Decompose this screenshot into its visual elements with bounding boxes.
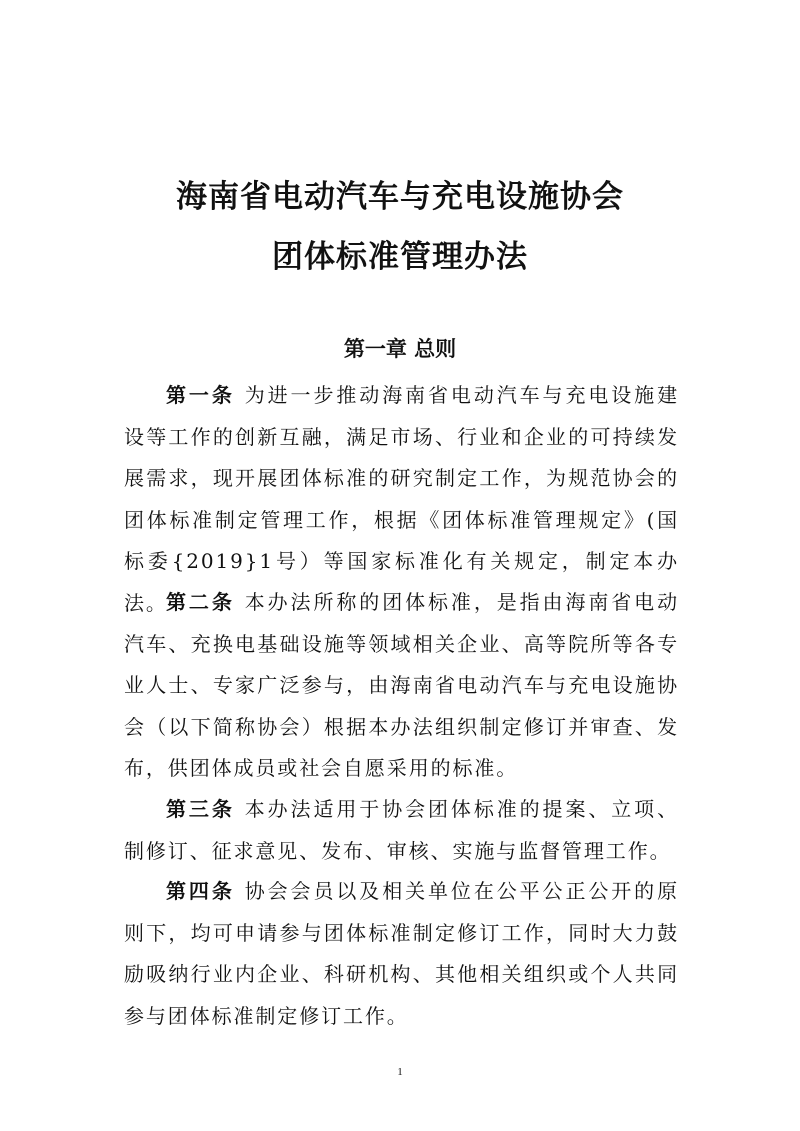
article-4-heading: 第四条 [166,879,235,903]
article-3 [124,789,679,872]
page-number: 1 [397,1066,403,1078]
chapter-heading: 第一章 总则 [343,336,457,361]
article-4-text: 协会会员以及相关单位在公平公正公开的原则下，均可申请参与团体标准制定修订工作，同时大力鼓励吸纳行业内企业、科研机构、其他相关组织或个人共同参与团体标准制定修订工作。 [124,879,679,1028]
article-2-heading: 第二条 [166,590,235,614]
article-2 [124,582,679,790]
article-2-text: 本办法所称的团体标准，是指由海南省电动汽车、充换电基础设施等领域相关企业、高等院所等各专业人士、专家广泛参与，由海南省电动汽车与充电设施协会（以下简称协会）根据本办法组织制定修订并审查、发布，供团体成员或社会自愿采用的标准。 [124,590,679,780]
article-3-text: 本办法适用于协会团体标准的提案、立项、制修订、征求意见、发布、审核、实施与监督管理工作。 [124,797,679,863]
article-3-heading: 第三条 [166,797,235,821]
document-title-line-2: 团体标准管理办法 [272,239,528,275]
document-title-line-1: 海南省电动汽车与充电设施协会 [176,179,624,215]
article-4 [124,871,679,1037]
article-1-text: 为进一步推动海南省电动汽车与充电设施建设等工作的创新互融，满足市场、行业和企业的可持续发展需求，现开展团体标准的研究制定工作，为规范协会的团体标准制定管理工作，根据《团体标准管理规定》(国标委{2019}1号）等国家标准化有关规定，制定本办法。 [124,383,679,615]
article-1-heading: 第一条 [166,383,235,407]
